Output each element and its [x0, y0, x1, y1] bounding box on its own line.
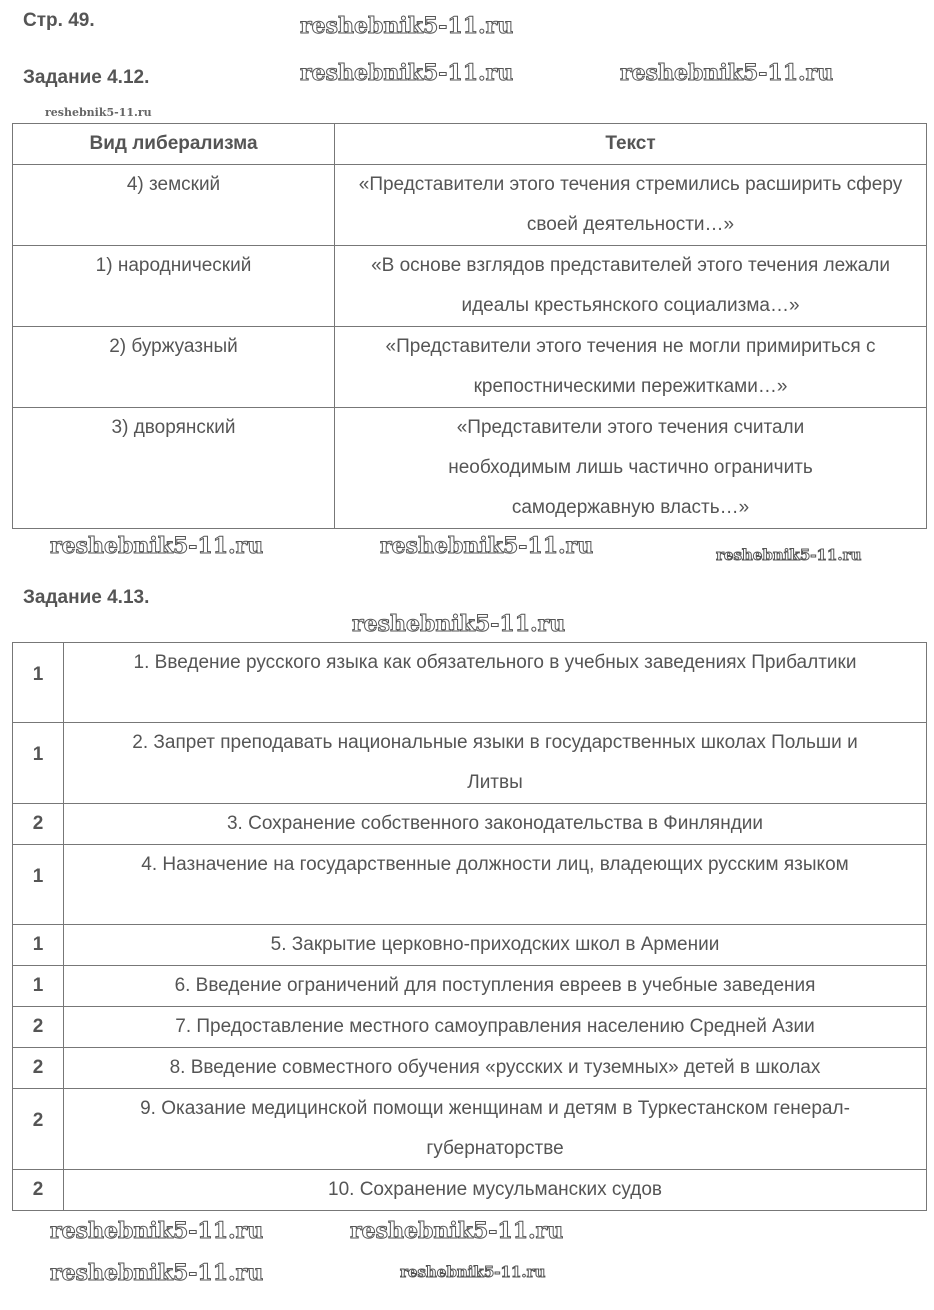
- answer-cell: 2: [13, 1089, 64, 1170]
- table-row: [13, 165, 927, 246]
- answer-cell: 1: [13, 643, 64, 723]
- statement-cell: 6. Введение ограничений для поступления евреев в учебные заведения: [64, 966, 927, 1007]
- statement-cell: 1. Введение русского языка как обязательного в учебных заведениях Прибалтики: [64, 643, 927, 723]
- statement-cell: 7. Предоставление местного самоуправления населению Средней Азии: [64, 1007, 927, 1048]
- watermark: reshebnik5-11.ru: [300, 13, 514, 39]
- table-row: [13, 1007, 927, 1048]
- answer-cell: 2: [13, 1048, 64, 1089]
- table-row: [13, 408, 927, 529]
- text-cell: «В основе взглядов представителей этого течения лежали идеалы крестьянского социализма…»: [335, 246, 927, 327]
- answer-cell: 1: [13, 723, 64, 804]
- statement-cell: 10. Сохранение мусульманских судов: [64, 1170, 927, 1211]
- table-row: [13, 966, 927, 1007]
- watermark: reshebnik5-11.ru: [45, 106, 152, 119]
- table-row: [13, 1048, 927, 1089]
- type-cell: 4) земский: [13, 165, 335, 246]
- statement-cell: 9. Оказание медицинской помощи женщинам и детям в Туркестанском генерал-губернаторстве: [64, 1089, 927, 1170]
- header-type: Вид либерализма: [13, 124, 335, 165]
- statement-cell: 4. Назначение на государственные должности лиц, владеющих русским языком: [64, 845, 927, 925]
- text-cell: «Представители этого течения стремились расширить сферу своей деятельности…»: [335, 165, 927, 246]
- page-header: Стр. 49.: [23, 10, 95, 31]
- text-cell: «Представители этого течения не могли примириться с крепостническими пережитками…»: [335, 327, 927, 408]
- table-row: [13, 1089, 927, 1170]
- watermark: reshebnik5-11.ru: [620, 60, 834, 86]
- answer-cell: 1: [13, 845, 64, 925]
- answer-cell: 2: [13, 804, 64, 845]
- type-cell: 1) народнический: [13, 246, 335, 327]
- type-cell: 2) буржуазный: [13, 327, 335, 408]
- task-4-12-title: Задание 4.12.: [23, 67, 150, 88]
- watermark: reshebnik5-11.ru: [50, 1218, 264, 1244]
- answer-cell: 1: [13, 966, 64, 1007]
- table-row: [13, 327, 927, 408]
- statement-cell: 5. Закрытие церковно-приходских школ в Армении: [64, 925, 927, 966]
- liberalism-table: [12, 123, 927, 529]
- watermark: reshebnik5-11.ru: [50, 1260, 264, 1286]
- watermark: reshebnik5-11.ru: [716, 546, 862, 564]
- table-row: [13, 804, 927, 845]
- policy-table: [12, 642, 927, 1211]
- header-text: Текст: [335, 124, 927, 165]
- text-cell: «Представители этого течения считали необходимым лишь частично ограничить самодержавную власть…»: [335, 408, 927, 529]
- task-4-13-title: Задание 4.13.: [23, 587, 150, 608]
- table-row: [13, 1170, 927, 1211]
- statement-cell: 2. Запрет преподавать национальные языки в государственных школах Польши и Литвы: [64, 723, 927, 804]
- watermark: reshebnik5-11.ru: [300, 60, 514, 86]
- answer-cell: 2: [13, 1170, 64, 1211]
- watermark: reshebnik5-11.ru: [380, 533, 594, 559]
- type-cell: 3) дворянский: [13, 408, 335, 529]
- watermark: reshebnik5-11.ru: [350, 1218, 564, 1244]
- table-row: [13, 845, 927, 925]
- watermark: reshebnik5-11.ru: [400, 1263, 546, 1281]
- answer-cell: 2: [13, 1007, 64, 1048]
- answer-cell: 1: [13, 925, 64, 966]
- table-row: [13, 246, 927, 327]
- watermark: reshebnik5-11.ru: [352, 611, 566, 637]
- table-row: [13, 643, 927, 723]
- statement-cell: 8. Введение совместного обучения «русских и туземных» детей в школах: [64, 1048, 927, 1089]
- statement-cell: 3. Сохранение собственного законодательства в Финляндии: [64, 804, 927, 845]
- table-row: [13, 723, 927, 804]
- watermark: reshebnik5-11.ru: [50, 533, 264, 559]
- table-row: [13, 925, 927, 966]
